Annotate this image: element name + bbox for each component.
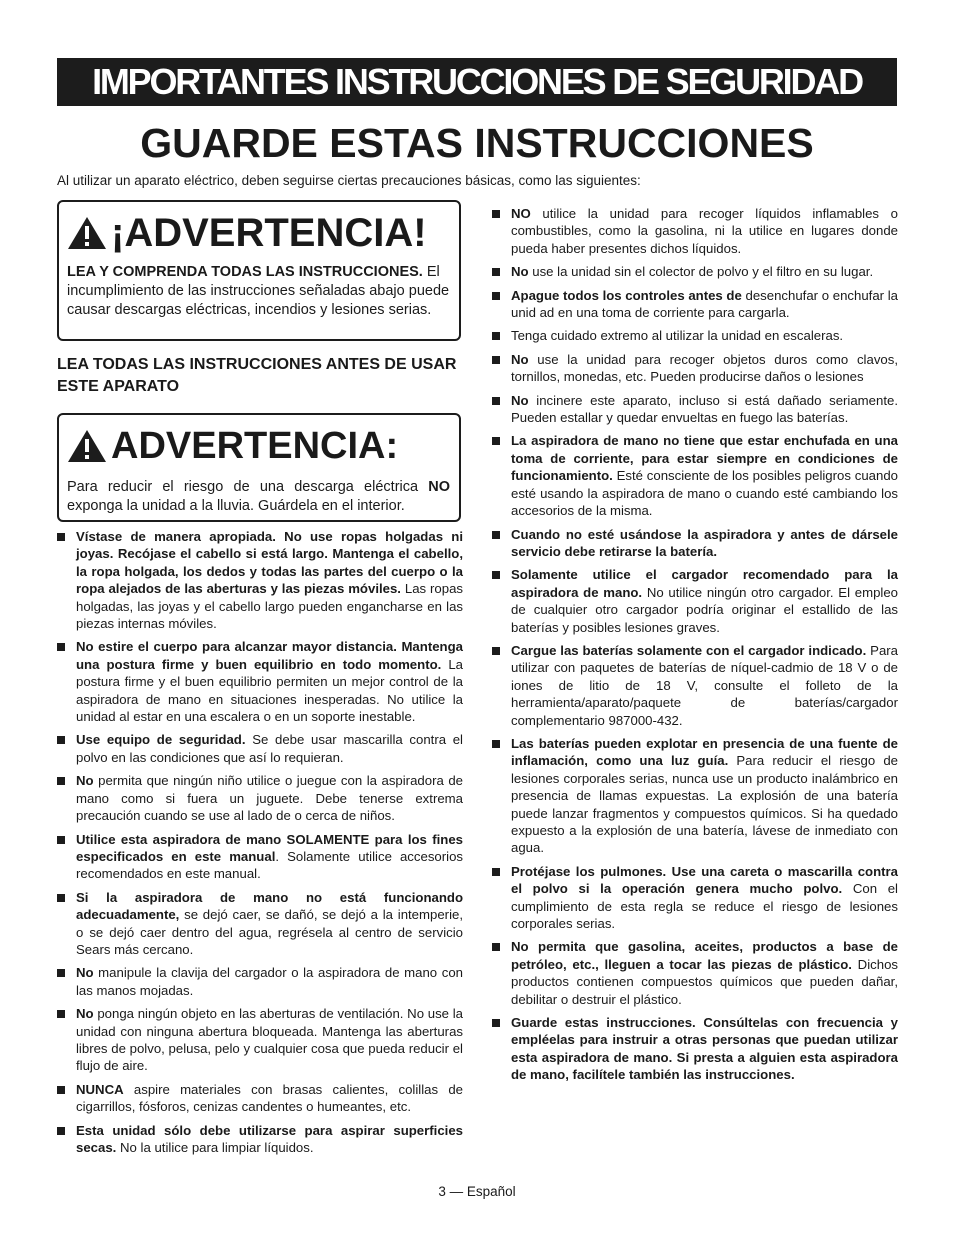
list-item: [57, 528, 463, 632]
list-item: [492, 566, 898, 636]
item-bold: Las baterías pueden explotar en presencia de una fuente de inflamación, como una luz guía.: [511, 735, 898, 769]
bullet-square-icon: [492, 397, 500, 405]
item-bold: Utilice esta aspiradora de mano SOLAMENTE para los fines especificados en este manual: [76, 831, 463, 864]
warning-body-1: [67, 263, 450, 320]
bullet-square-icon: [492, 868, 500, 876]
bullet-square-icon: [57, 777, 65, 785]
item-bold: NUNCA: [76, 1081, 124, 1097]
bullet-square-icon: [57, 533, 65, 541]
item-text: Se debe usar mascarilla contra el polvo en las condiciones que así lo requieran.: [76, 732, 463, 765]
bullet-square-icon: [492, 332, 500, 340]
item-text: No utilice ningún otro cargador. El empleo de cualquier otro cargador podría originar el estallido de las baterías y posibles lesiones graves.: [511, 584, 899, 635]
item-text: La postura firme y el buen equilibrio permiten un mejor control de la aspiradora de mano en situaciones inesperadas. No utilice la unidad al estar en una escalera o en un soporte inestable.: [76, 656, 463, 725]
item-text: utilice la unidad para recoger líquidos inflamables o combustibles, como la gasolina, ni la utilice en lugares donde pueda haber presentes dichos líquidos.: [511, 206, 898, 256]
list-item: [492, 863, 898, 933]
list-item: [492, 392, 898, 427]
bullet-square-icon: [492, 268, 500, 276]
bullet-square-icon: [492, 531, 500, 539]
list-item: [492, 351, 898, 386]
item-bold: NO: [511, 206, 531, 221]
list-item: [57, 1005, 463, 1075]
item-text: Tenga cuidado extremo al utilizar la unidad en escaleras.: [511, 328, 844, 344]
list-item: [57, 889, 463, 959]
bullet-square-icon: [492, 571, 500, 579]
item-bold: No: [511, 264, 529, 280]
item-text: se dejó caer, se dañó, se dejó a la intemperie, o se dejó caer dentro del agua, regrésela al centro de servicio Sears más cercano.: [76, 907, 463, 957]
item-bold: Cargue las baterías solamente con el cargador indicado.: [511, 642, 867, 658]
list-item: [492, 287, 898, 322]
item-bold: Use equipo de seguridad.: [76, 732, 246, 748]
bullet-square-icon: [492, 943, 500, 951]
item-text: use la unidad para recoger objetos duros como clavos, tornillos, monedas, etc. Pueden producirse daños o lesiones: [511, 351, 898, 385]
warning-box-2: [57, 413, 461, 522]
bullet-square-icon: [57, 894, 65, 902]
warning-title-2: [67, 423, 450, 469]
bullet-square-icon: [492, 292, 500, 300]
item-text: No la utilice para limpiar líquidos.: [116, 1140, 314, 1155]
safety-banner: IMPORTANTES INSTRUCCIONES DE SEGURIDAD: [57, 58, 897, 106]
bullet-square-icon: [57, 836, 65, 844]
list-item: [57, 772, 463, 824]
section-subheading: LEA TODAS LAS INSTRUCCIONES ANTES DE USAR ESTE APARATO: [57, 356, 457, 395]
item-text: Para reducir el riesgo de lesiones corporales serias, nunca use un producto inalámbrico en presencia de llamas expuestas. La explosión de una batería puede lanzar fragmentos y compuestos químicos. Si ha quedado expuesto a la explosión de una batería, lávese de inmediato con agua.: [511, 753, 898, 856]
warning-body-bold: LEA Y COMPRENDA TODAS LAS INSTRUCCIONES.: [67, 264, 423, 280]
warning-title-text: ¡ADVERTENCIA!: [111, 211, 427, 255]
list-item: [492, 526, 898, 561]
list-item: [492, 642, 898, 729]
item-bold: Guarde estas instrucciones. Consúltelas con frecuencia y empléelas para instruir a otras personas que puedan utilizar esta aspiradora de mano. Si presta a alguien esta aspiradora de mano, facilítele también las instrucciones.: [511, 1015, 898, 1083]
item-bold: Vístase de manera apropiada. No use ropas holgadas ni joyas. Recójase el cabello si está largo. Mantenga el cabello, la ropa holgada, los dedos y todas las partes del cuerpo o la ropa alejados de las aberturas y las piezas móviles.: [76, 529, 463, 597]
list-item: [492, 432, 898, 519]
list-item: [492, 938, 898, 1008]
item-text: incinere este aparato, incluso si está dañado seriamente. Pueden estallar y quedar envueltas en fuego las baterías.: [511, 392, 898, 426]
bullet-square-icon: [492, 1019, 500, 1027]
item-text: . Solamente utilice accesorios recomendados en este manual.: [76, 848, 463, 882]
list-item: [492, 327, 898, 344]
item-text: desenchufar o enchufar la unid ad en una toma de corriente para cargarla.: [511, 287, 898, 321]
item-text: Esté consciente de los posibles peligros cuando esté usando la aspiradora de mano o cuando esté cambiando los accesorios de la misma.: [511, 468, 898, 519]
bullet-square-icon: [492, 210, 500, 218]
left-safety-list: [57, 528, 463, 1162]
warning-box-1: [57, 200, 461, 341]
list-item: [492, 735, 898, 857]
item-bold: Cuando no esté usándose la aspiradora y antes de dársele servicio debe retirarse la batería.: [511, 526, 898, 559]
item-text: Para utilizar con paquetes de baterías de níquel-cadmio de 18 V o de iones de litio de 18 V, consulte el folleto de la herramienta/aparato/paquete de baterías/cargador complementario 987000-432.: [511, 642, 899, 728]
item-text: manipule la clavija del cargador o la aspiradora de mano con las manos mojadas.: [76, 965, 463, 998]
bullet-square-icon: [57, 1127, 65, 1135]
item-text: permita que ningún niño utilice o juegue con la aspiradora de mano como si fuera un juguete. Debe tenerse extrema precaución cuando se use al lado de o cerca de niños.: [76, 773, 463, 824]
item-bold: No: [511, 351, 529, 367]
list-item: [492, 263, 898, 280]
page-title: GUARDE ESTAS INSTRUCCIONES: [140, 120, 814, 166]
item-bold: No: [76, 965, 94, 981]
item-text: Las ropas holgadas, las joyas y el cabello largo pueden engancharse en las piezas internas móviles.: [76, 581, 463, 632]
warning-body-text: El incumplimiento de las instrucciones señaladas abajo puede causar descargas eléctricas, incendios y lesiones serias.: [67, 264, 450, 318]
item-bold: La aspiradora de mano no tiene que estar enchufada en una toma de corriente, para estar siempre en condiciones de funcionamiento.: [511, 433, 898, 484]
list-item: [57, 964, 463, 999]
warning-triangle-icon: [67, 429, 107, 463]
list-item: [57, 1081, 463, 1116]
item-bold: Protéjase los pulmones. Use una careta o mascarilla contra el polvo si la operación genera mucho polvo.: [511, 863, 898, 897]
bullet-square-icon: [492, 356, 500, 364]
list-item: [492, 205, 898, 257]
bullet-square-icon: [492, 647, 500, 655]
item-text: aspire materiales con brasas calientes, colillas de cigarrillos, fósforos, cenizas candentes o humeantes, etc.: [76, 1081, 463, 1115]
item-bold: No: [76, 1006, 94, 1022]
right-safety-list: [492, 205, 898, 1090]
page-footer: 3 — Español: [438, 1184, 516, 1199]
bullet-square-icon: [492, 740, 500, 748]
warning-title-1: [67, 210, 450, 256]
intro-text: Al utilizar un aparato eléctrico, deben seguirse ciertas precauciones básicas, como las siguientes:: [57, 173, 641, 188]
item-text: Dichos productos contienen compuestos químicos que pueden dañar, debilitar o destruir el plástico.: [511, 956, 898, 1007]
item-bold: No permita que gasolina, aceites, productos a base de petróleo, etc., lleguen a tocar las piezas de plástico.: [511, 939, 898, 972]
bullet-square-icon: [57, 643, 65, 651]
list-item: [57, 638, 463, 725]
warning-triangle-icon: [67, 216, 107, 250]
item-text: Con el cumplimiento de esta regla se reduce el riesgo de lesiones corporales serias.: [511, 881, 898, 932]
list-item: [57, 731, 463, 766]
item-bold: Solamente utilice el cargador recomendado para la aspiradora de mano.: [511, 567, 898, 600]
item-bold: Esta unidad sólo debe utilizarse para aspirar superficies secas.: [76, 1122, 463, 1155]
list-item: [57, 831, 463, 883]
bullet-square-icon: [57, 736, 65, 744]
bullet-square-icon: [57, 1010, 65, 1018]
list-item: [492, 1014, 898, 1084]
warning-body-2: [67, 478, 450, 516]
warning-body-bold: NO: [428, 479, 450, 495]
item-bold: Si la aspiradora de mano no está funcionando adecuadamente,: [76, 889, 463, 923]
warning-title-text: ADVERTENCIA:: [111, 425, 399, 467]
item-bold: Apague todos los controles antes de: [511, 287, 742, 303]
item-bold: No estire el cuerpo para alcanzar mayor distancia. Mantenga una postura firme y buen equilibrio en todo momento.: [76, 639, 463, 672]
bullet-square-icon: [57, 969, 65, 977]
warning-body-text: Para reducir el riesgo de una descarga eléctrica: [67, 479, 429, 495]
bullet-square-icon: [492, 437, 500, 445]
item-bold: No: [76, 773, 94, 789]
list-item: [57, 1122, 463, 1157]
item-bold: No: [511, 392, 529, 408]
item-text: use la unidad sin el colector de polvo y el filtro en su lugar.: [528, 264, 874, 280]
warning-body-text: exponga la unidad a la lluvia. Guárdela en el interior.: [67, 498, 405, 514]
item-text: ponga ningún objeto en las aberturas de ventilación. No use la unidad con ninguna abertura bloqueada. Mantenga las aberturas libres de polvo, pelusa, pelo y cualquier cosa que pueda reducir el flujo de aire.: [76, 1006, 463, 1074]
bullet-square-icon: [57, 1086, 65, 1094]
